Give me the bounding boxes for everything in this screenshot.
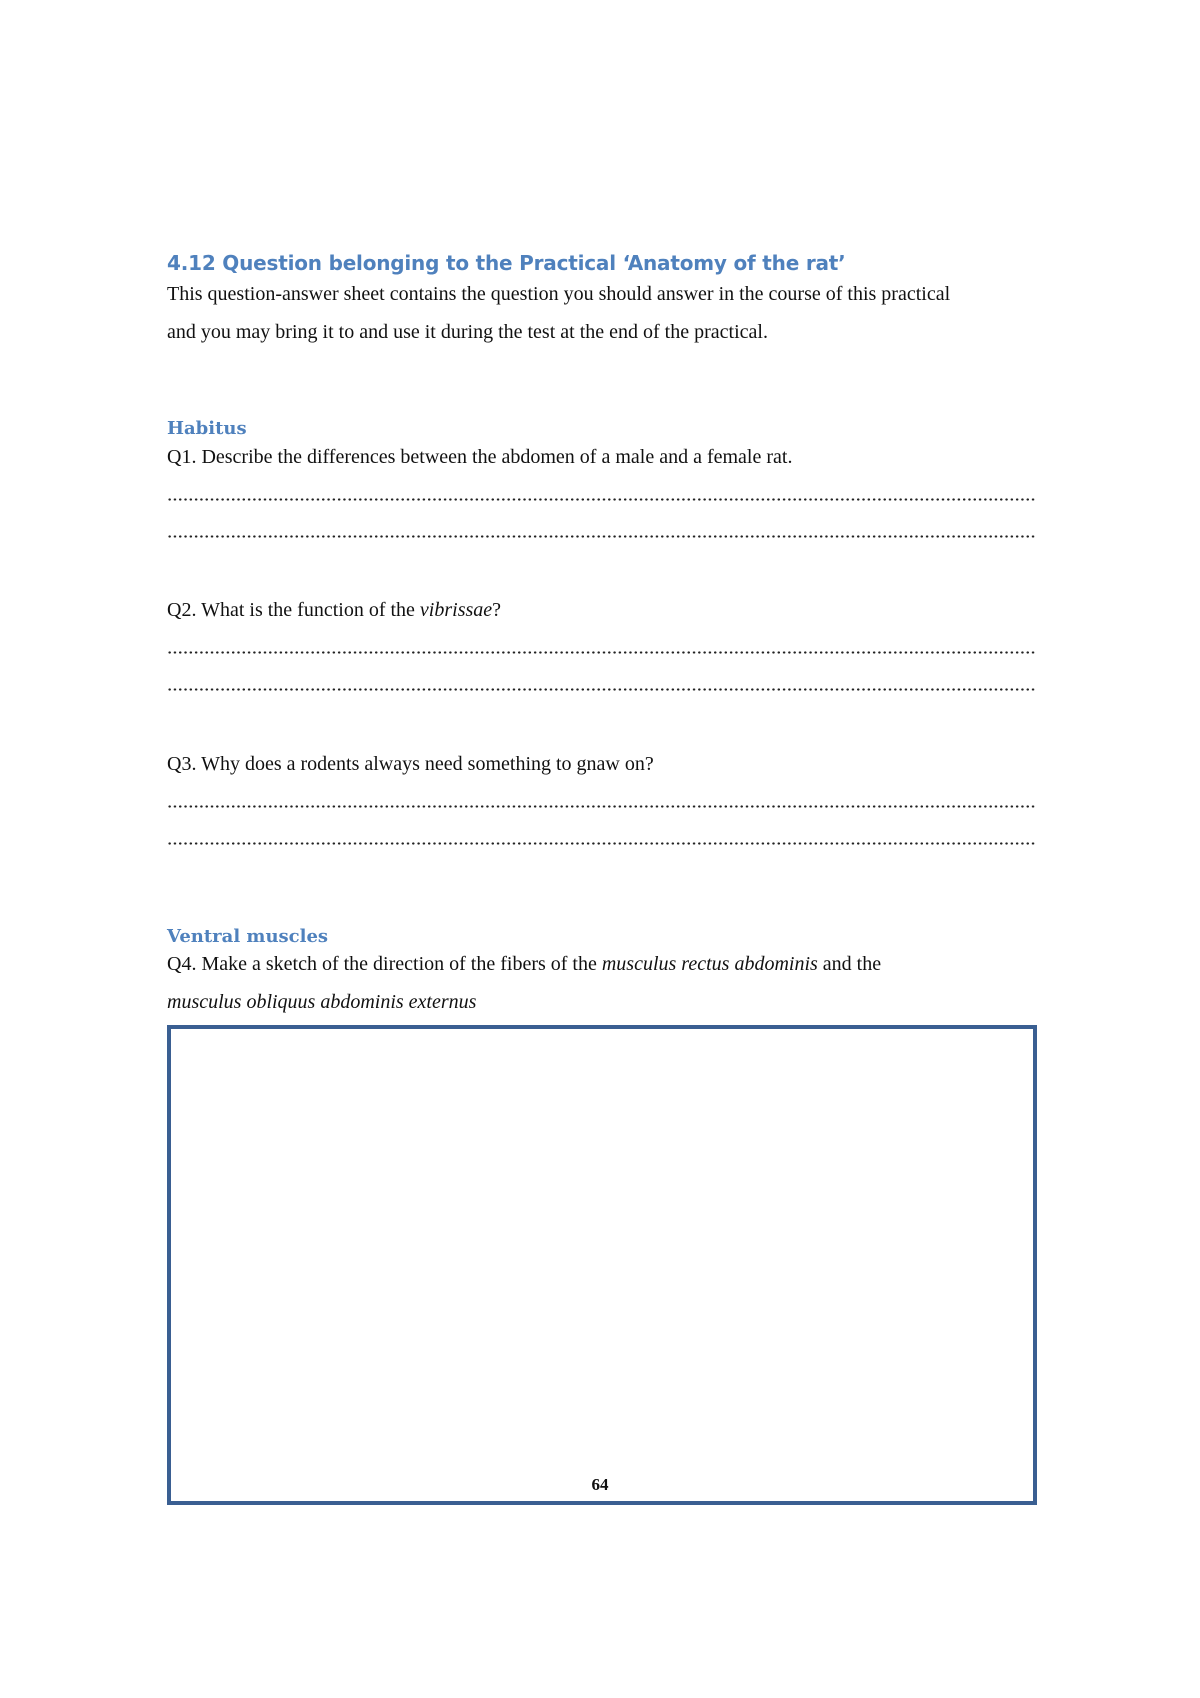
answer-line [167, 492, 1035, 504]
question-2-suffix: ? [492, 599, 502, 621]
answer-line [167, 836, 1035, 848]
question-3: Q3. Why does a rodents always need something to gnaw on? [167, 753, 654, 775]
intro-line-1: This question-answer sheet contains the question you should answer in the course of this practical [167, 283, 951, 305]
intro-line-2: and you may bring it to and use it during the test at the end of the practical. [167, 321, 768, 343]
ventral-muscles-heading: Ventral muscles [167, 926, 329, 947]
question-4-middle: and the [817, 953, 882, 975]
question-2-prefix: Q2. What is the function of the [167, 599, 420, 621]
answer-line [167, 682, 1035, 694]
answer-line [167, 645, 1035, 657]
habitus-heading: Habitus [167, 418, 247, 439]
question-4 [167, 953, 881, 976]
sketch-box[interactable] [167, 1025, 1037, 1505]
question-4-prefix: Q4. Make a sketch of the direction of the fibers of the [167, 953, 602, 975]
question-1: Q1. Describe the differences between the abdomen of a male and a female rat. [167, 446, 793, 468]
section-title: 4.12 Question belonging to the Practical ‘Anatomy of the rat’ [167, 251, 846, 275]
page-number: 64 [591, 1475, 609, 1494]
question-4-term-1: musculus rectus abdominis [601, 953, 818, 975]
answer-line [167, 799, 1035, 811]
question-2 [167, 599, 501, 622]
question-2-term: vibrissae [419, 599, 493, 621]
question-4-continued [167, 991, 476, 1014]
answer-line [167, 529, 1035, 541]
question-4-term-2: musculus obliquus abdominis externus [167, 991, 477, 1013]
